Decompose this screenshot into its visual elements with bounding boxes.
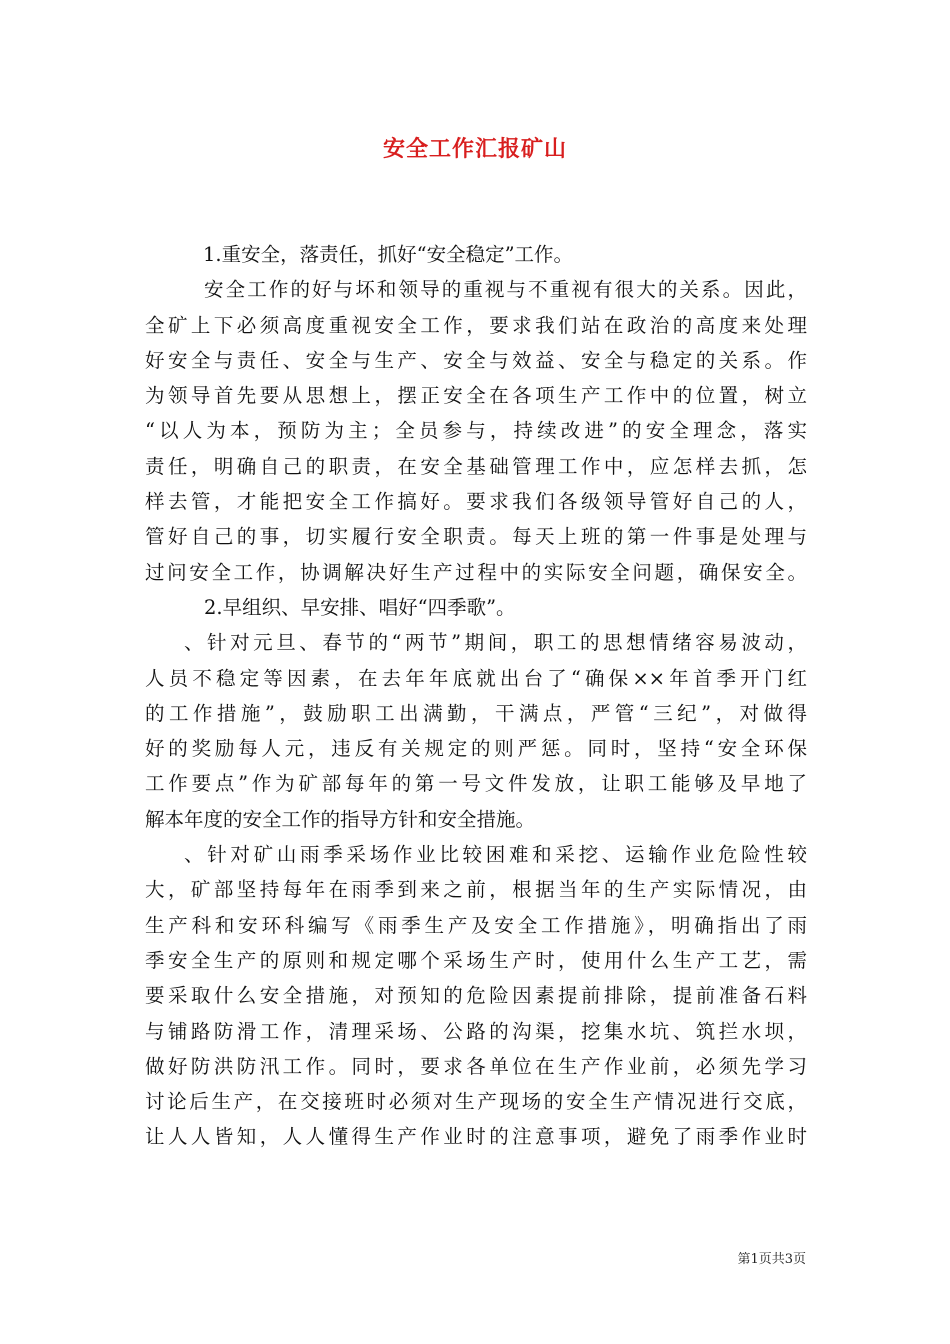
paragraph-line: 安全工作的好与坏和领导的重视与不重视有很大的关系。因此， — [204, 278, 807, 302]
paragraph-line: 样去管，才能把安全工作搞好。要求我们各级领导管好自己的人， — [145, 490, 807, 514]
document-title: 安全工作汇报矿山 — [382, 136, 567, 162]
paragraph-line: 与铺路防滑工作，清理采场、公路的沟渠，挖集水坑、筑拦水坝， — [145, 1019, 807, 1043]
page-number: 第1页共3页 — [737, 1252, 806, 1267]
section-heading-2: 2.早组织、早安排、唱好“四季歌”。 — [204, 595, 516, 619]
paragraph-line: 让人人皆知，人人懂得生产作业时的注意事项，避免了雨季作业时 — [145, 1125, 807, 1149]
paragraph-line: 为领导首先要从思想上，摆正安全在各项生产工作中的位置，树立 — [145, 384, 807, 408]
paragraph-line: 人员不稳定等因素，在去年年底就出台了“确保××年首季开门红 — [145, 666, 807, 690]
section-heading-1: 1.重安全，落责任，抓好“安全稳定”工作。 — [203, 243, 574, 266]
paragraph-line: 讨论后生产，在交接班时必须对生产现场的安全生产情况进行交底， — [145, 1090, 807, 1114]
paragraph-line: 大，矿部坚持每年在雨季到来之前，根据当年的生产实际情况，由 — [145, 878, 807, 902]
paragraph-line: 季安全生产的原则和规定哪个采场生产时，使用什么生产工艺，需 — [145, 948, 807, 972]
paragraph-line: 好的奖励每人元，违反有关规定的则严惩。同时，坚持“安全环保 — [145, 737, 807, 761]
paragraph-line: 要采取什么安全措施，对预知的危险因素提前排除，提前准备石料 — [145, 984, 807, 1008]
paragraph-line: 的工作措施”，鼓励职工出满勤，干满点，严管“三纪”，对做得 — [145, 701, 807, 725]
paragraph-line: 生产科和安环科编写《雨季生产及安全工作措施》，明确指出了雨 — [145, 913, 807, 937]
document-body — [145, 237, 807, 1155]
paragraph-line: 过问安全工作，协调解决好生产过程中的实际安全问题，确保安全。 — [145, 560, 807, 584]
paragraph-line: 解本年度的安全工作的指导方针和安全措施。 — [145, 807, 536, 831]
paragraph-line: 全矿上下必须高度重视安全工作，要求我们站在政治的高度来处理 — [145, 313, 807, 337]
paragraph-line: 、针对矿山雨季采场作业比较困难和采挖、运输作业危险性较 — [184, 843, 807, 867]
paragraph-line: 做好防洪防汛工作。同时，要求各单位在生产作业前，必须先学习 — [145, 1054, 807, 1078]
paragraph-line: 责任，明确自己的职责，在安全基础管理工作中，应怎样去抓，怎 — [145, 454, 807, 478]
paragraph-line: “以人为本，预防为主；全员参与，持续改进”的安全理念，落实 — [145, 419, 807, 443]
paragraph-line: 管好自己的事，切实履行安全职责。每天上班的第一件事是处理与 — [145, 525, 807, 549]
paragraph-line: 工作要点”作为矿部每年的第一号文件发放，让职工能够及早地了 — [145, 772, 807, 796]
paragraph-line: 、针对元旦、春节的“两节”期间，职工的思想情绪容易波动， — [184, 631, 807, 655]
paragraph-line: 好安全与责任、安全与生产、安全与效益、安全与稳定的关系。作 — [145, 348, 807, 372]
